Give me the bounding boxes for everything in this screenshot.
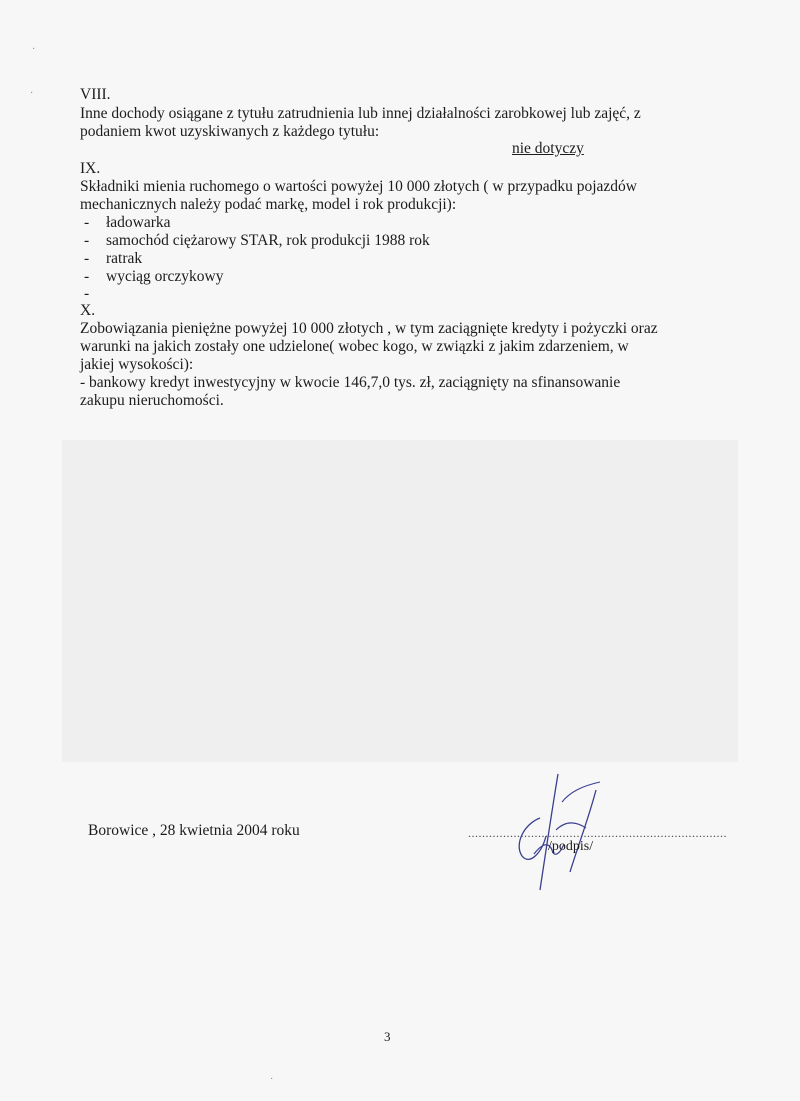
redacted-area [62, 440, 738, 762]
section-ix-text-line-2: mechanicznych należy podać markę, model i rok produkcji): [80, 196, 457, 213]
section-x-text-line-3: jakiej wysokości): [80, 356, 194, 373]
list-item [84, 214, 171, 232]
section-ix-text-line-1: Składniki mienia ruchomego o wartości powyżej 10 000 złotych ( w przypadku pojazdów [80, 178, 638, 195]
list-item-text: ładowarka [106, 214, 171, 231]
place-date: Borowice , 28 kwietnia 2004 roku [88, 822, 300, 839]
signature-label: /podpis/ [548, 839, 594, 854]
section-ix-heading: IX. [80, 160, 101, 177]
list-item-text: ratrak [106, 250, 143, 267]
list-bullet: - [84, 250, 90, 267]
handwritten-signature [500, 770, 620, 900]
list-item [84, 232, 430, 250]
list-item [84, 268, 224, 286]
section-viii-text-line-2: podaniem kwot uzyskiwanych z każdego tytułu: [80, 123, 380, 140]
signature-dotted-line: .......................................................................... [468, 826, 727, 840]
list-item-text: wyciąg orczykowy [106, 268, 224, 285]
section-x-text-line-1: Zobowiązania pieniężne powyżej 10 000 złotych , w tym zaciągnięte kredyty i pożyczki oraz [80, 320, 658, 337]
list-bullet: - [84, 214, 90, 231]
section-x-text-line-4: - bankowy kredyt inwestycyjny w kwocie 146,7,0 tys. zł, zaciągnięty na sfinansowanie [80, 374, 621, 391]
page-number: 3 [384, 1029, 391, 1044]
section-x-text-line-2: warunki na jakich zostały one udzielone( wobec kogo, w związki z jakim zdarzeniem, w [80, 338, 629, 355]
list-item [84, 250, 142, 268]
scan-speck: · [30, 88, 34, 99]
scan-speck: · [270, 1074, 274, 1085]
list-bullet: - [84, 285, 90, 302]
section-viii-text-line-1: Inne dochody osiągane z tytułu zatrudnienia lub innej działalności zarobkowej lub zajęć, z [80, 105, 641, 122]
list-bullet: - [84, 268, 90, 285]
list-bullet: - [84, 232, 90, 249]
section-viii-answer: nie dotyczy [512, 140, 584, 157]
list-item [84, 285, 106, 303]
list-item-text: samochód ciężarowy STAR, rok produkcji 1988 rok [106, 232, 430, 249]
section-x-text-line-5: zakupu nieruchomości. [80, 392, 224, 409]
section-x-heading: X. [80, 302, 96, 319]
scan-speck: · [32, 44, 36, 55]
section-viii-heading: VIII. [80, 86, 111, 103]
